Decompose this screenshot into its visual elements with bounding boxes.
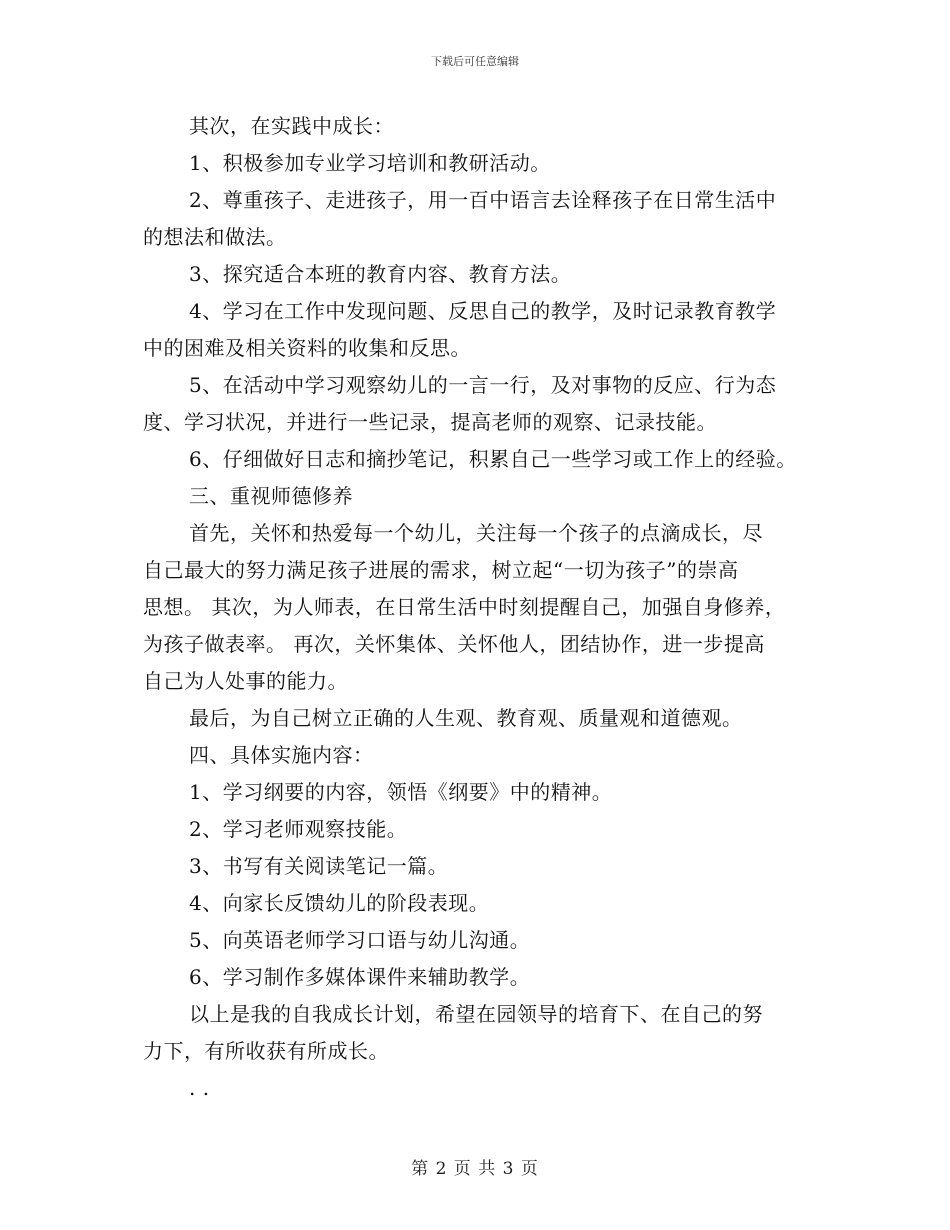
paragraph-line: 首先，关怀和热爱每一个幼儿，关注每一个孩子的点滴成长，尽: [189, 521, 763, 545]
list-item: 3、书写有关阅读笔记一篇。: [189, 854, 449, 878]
list-item: 6、学习制作多媒体课件来辅助教学。: [189, 965, 531, 989]
paragraph-line: 3、探究适合本班的教育内容、教育方法。: [189, 262, 572, 286]
paragraph-line: 思想。 其次，为人师表，在日常生活中时刻提醒自己，加强自身修养，: [143, 595, 786, 619]
paragraph-line: 4、学习在工作中发现问题、反思自己的教学，及时记录教育教学: [189, 299, 777, 323]
paragraph-line: 以上是我的自我成长计划，希望在园领导的培育下、在自己的努: [189, 1002, 763, 1026]
paragraph-line: 为孩子做表率。 再次，关怀集体、关怀他人，团结协作，进一步提高: [143, 632, 765, 656]
list-item: 1、学习纲要的内容，领悟《纲要》中的精神。: [189, 780, 613, 804]
paragraph-line: 2、尊重孩子、走进孩子，用一百中语言去诠释孩子在日常生活中: [189, 188, 777, 212]
ellipsis-mark: . .: [189, 1076, 210, 1100]
paragraph-line: 中的困难及相关资料的收集和反思。: [143, 336, 471, 360]
paragraph-line: 其次，在实践中成长：: [189, 114, 394, 138]
paragraph-line: 5、在活动中学习观察幼儿的一言一行，及对事物的反应、行为态: [189, 373, 777, 397]
list-item: 4、向家长反馈幼儿的阶段表现。: [189, 891, 490, 915]
page-number-footer: 第 2 页 共 3 页: [411, 1159, 539, 1179]
list-item: 5、向英语老师学习口语与幼儿沟通。: [189, 928, 531, 952]
paragraph-line: 自己为人处事的能力。: [143, 669, 348, 693]
paragraph-line: 自己最大的努力满足孩子进展的需求，树立起“一切为孩子”的崇高: [143, 558, 739, 582]
paragraph-line: 6、仔细做好日志和摘抄笔记，积累自己一些学习或工作上的经验。: [189, 447, 797, 471]
section-heading: 三、重视师德修养: [189, 484, 353, 508]
paragraph-line: 度、学习状况，并进行一些记录，提高老师的观察、记录技能。: [143, 410, 717, 434]
paragraph-line: 的想法和做法。: [143, 225, 287, 249]
paragraph-line: 力下，有所收获有所成长。: [143, 1039, 389, 1063]
paragraph-line: 最后，为自己树立正确的人生观、教育观、质量观和道德观。: [189, 706, 743, 730]
list-item: 2、学习老师观察技能。: [189, 817, 408, 841]
paragraph-line: 1、积极参加专业学习培训和教研活动。: [189, 151, 551, 175]
section-heading: 四、具体实施内容：: [189, 743, 374, 767]
page-header: 下载后可任意编辑: [431, 55, 519, 68]
